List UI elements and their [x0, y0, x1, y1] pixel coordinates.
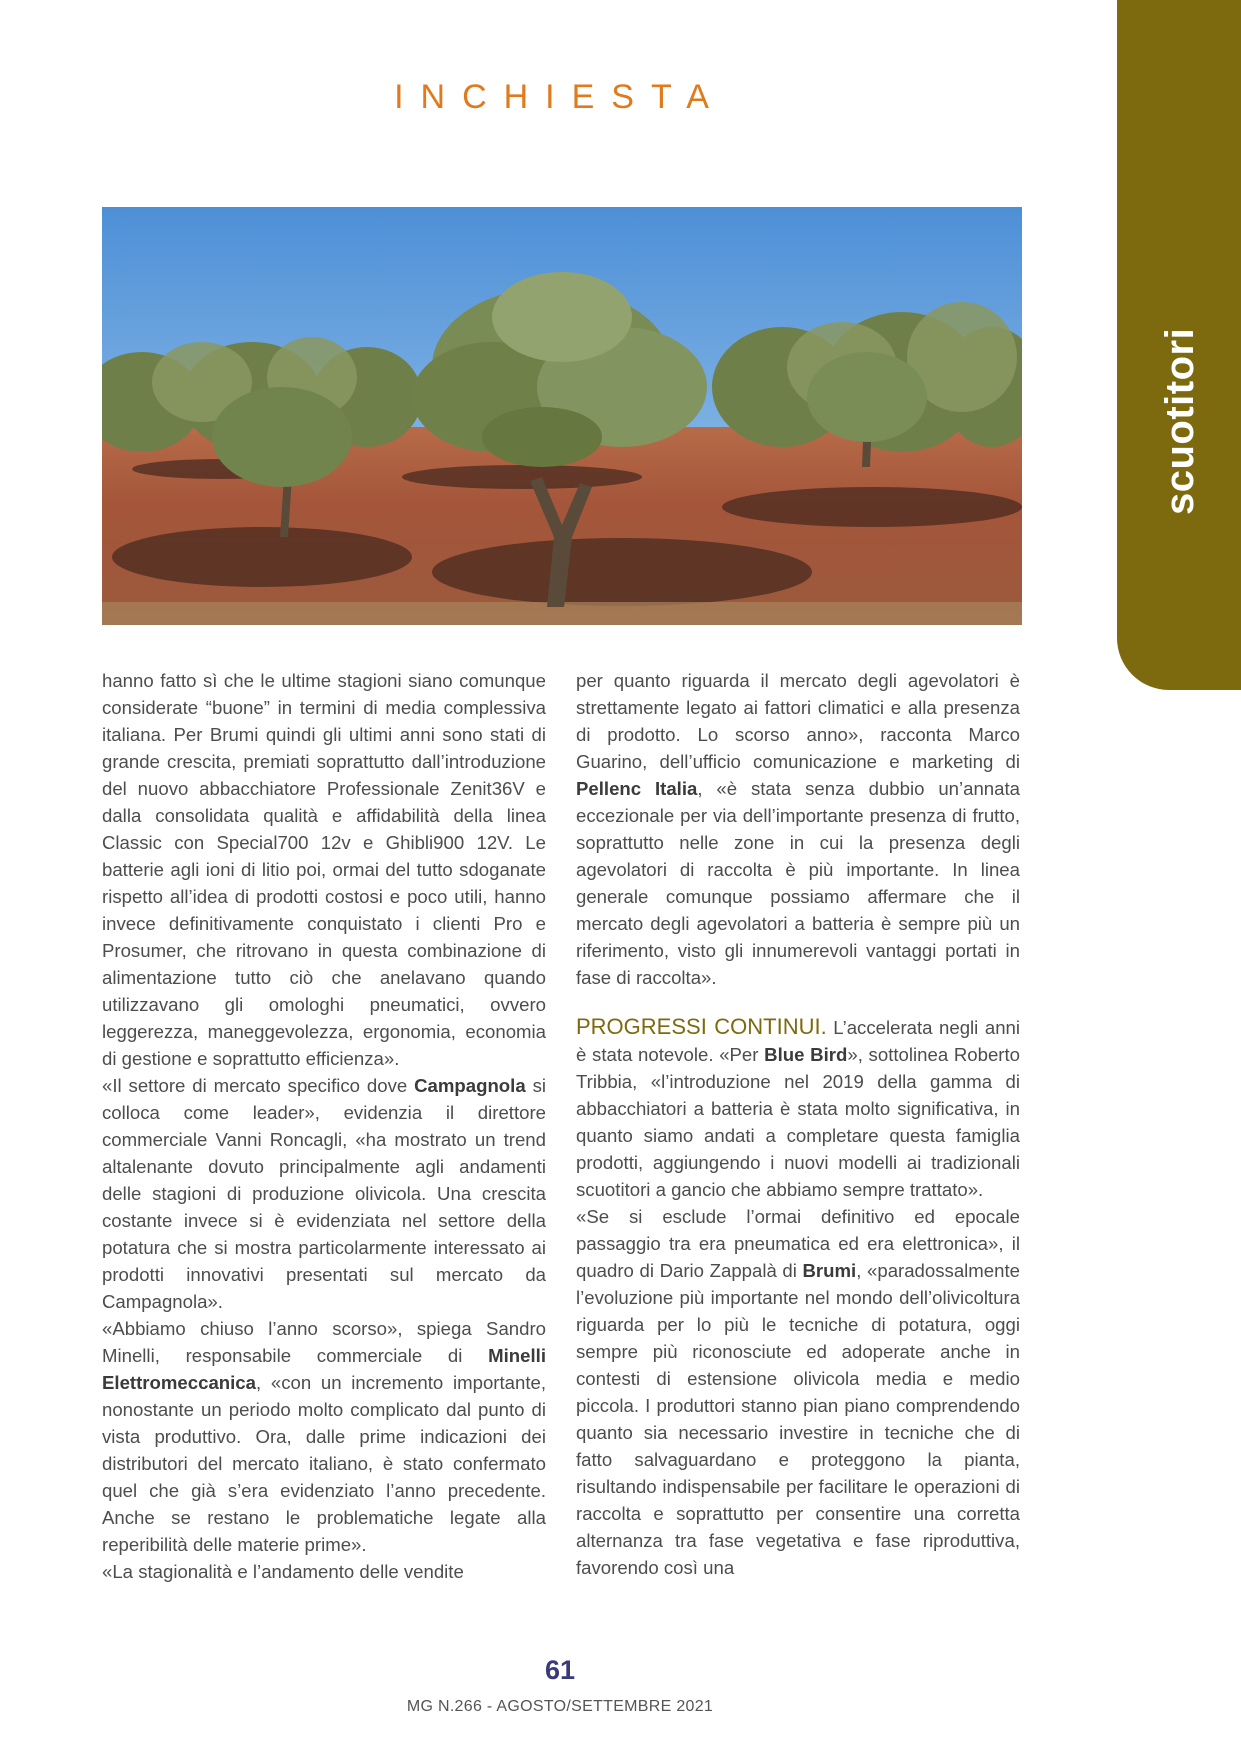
left-paragraph-4: «La stagionalità e l’andamento delle vendite	[102, 1561, 464, 1582]
section-heading: PROGRESSI CONTINUI.	[576, 1014, 827, 1039]
left-paragraph-2-text-a: «Il settore di mercato specifico dove	[102, 1075, 415, 1096]
left-paragraph-2	[102, 1072, 546, 1315]
right-paragraph-3-text-a: «Se si esclude l’ormai definitivo ed epocale passaggio tra era pneumatica ed era elettronica», il quadro di Dario Zappalà di	[576, 1206, 1020, 1281]
right-paragraph-3	[576, 1203, 1020, 1581]
right-paragraph-2	[576, 1013, 1020, 1203]
left-paragraph-3-text-b: , «con un incremento importante, nonostante un periodo molto complicato dal punto di vista produttivo. Ora, dalle prime indicazioni dei distributori del mercato italiano, è stato confermato quel che già s’era evidenziato l’anno precedente. Anche se restano le problematiche legate alla reperibilità delle materie prime».	[102, 1372, 546, 1555]
right-paragraph-2-text-a: L’accelerata negli anni è stata notevole. «Per	[576, 1017, 1021, 1065]
right-paragraph-2-text-b: », sottolinea Roberto Tribbia, «l’introduzione nel 2019 della gamma di abbacchiatori a batteria è stata molto significativa, in quanto siamo andati a completare questa famiglia prodotti, aggiungendo i nuovi modelli ai tradizionali scuotitori a gancio che abbiamo sempre trattato».	[576, 1044, 1020, 1200]
left-paragraph-2-text-b: si colloca come leader», evidenzia il direttore commerciale Vanni Roncagli, «ha mostrato un trend altalenante dovuto principalmente agli andamenti delle stagioni di produzione olivicola. Una crescita costante invece si è evidenziata nel settore della potatura che si mostra particolarmente interessato ai prodotti innovativi presentati sul mercato da Campagnola».	[102, 1075, 546, 1312]
right-paragraph-3-text-b: , «paradossalmente l’evoluzione più importante nel mondo dell’olivicoltura riguarda per lo più le tecniche di potatura, oggi sempre più riconosciute ed adoperate anche in contesti di estensione olivicola media e medio piccola. I produttori stanno pian piano comprendendo quanto sia necessario investire in tecniche che di fatto salvaguardano e proteggono la pianta, risultando indispensabile per facilitare le operazioni di raccolta e soprattutto per consentire una corretta alternanza tra fase vegetativa e fase riproduttiva, favorendo così una	[576, 1260, 1020, 1578]
right-text-column	[576, 667, 1020, 1581]
section-title: INCHIESTA	[394, 78, 726, 116]
company-blue-bird: Blue Bird	[764, 1044, 848, 1065]
issue-line: MG N.266 - AGOSTO/SETTEMBRE 2021	[406, 1698, 714, 1715]
company-minelli: Minelli Elettromeccanica	[102, 1345, 546, 1393]
company-pellenc: Pellenc Italia	[576, 778, 698, 799]
right-paragraph-1-text-b: , «è stata senza dubbio un’annata eccezionale per via dell’importante presenza di frutto, soprattutto nelle zone in cui la presenza degli agevolatori di raccolta è più importante. In linea generale comunque possiamo affermare che il mercato degli agevolatori a batteria è sempre più un riferimento, visto gli innumerevoli vantaggi portati in fase di raccolta».	[576, 778, 1020, 988]
left-text-column	[102, 667, 546, 1585]
left-paragraph-3-text-a: «Abbiamo chiuso l’anno scorso», spiega Sandro Minelli, responsabile commerciale di	[102, 1318, 546, 1366]
side-tab-label: scuotitori	[1158, 327, 1202, 515]
page-number: 61	[544, 1655, 576, 1685]
left-paragraph-3	[102, 1315, 546, 1558]
right-paragraph-1	[576, 667, 1020, 991]
olive-grove-photo	[102, 207, 1022, 625]
company-brumi: Brumi	[802, 1260, 857, 1281]
left-paragraph-1: hanno fatto sì che le ultime stagioni siano comunque considerate “buone” in termini di media complessiva italiana. Per Brumi quindi gli ultimi anni sono stati di grande crescita, premiati soprattutto dall’introduzione del nuovo abbacchiatore Professionale Zenit36V e dalla consolidata qualità e affidabilità della linea Classic con Special700 12v e Ghibli900 12V. Le batterie agli ioni di litio poi, ormai del tutto sdoganate rispetto all’idea di prodotti costosi e poco utili, hanno invece definitivamente conquistato i clienti Pro e Prosumer, che ritrovano in questa combinazione di alimentazione tutto ciò che anelavano quando utilizzavano gli omologhi pneumatici, ovvero leggerezza, maneggevolezza, ergonomia, economia di gestione e soprattutto efficienza».	[102, 670, 546, 1069]
right-paragraph-1-text-a: per quanto riguarda il mercato degli agevolatori è strettamente legato ai fattori climatici e alla presenza di prodotto. Lo scorso anno», racconta Marco Guarino, dell’ufficio comunicazione e marketing di	[576, 670, 1020, 772]
company-campagnola: Campagnola	[414, 1075, 526, 1096]
